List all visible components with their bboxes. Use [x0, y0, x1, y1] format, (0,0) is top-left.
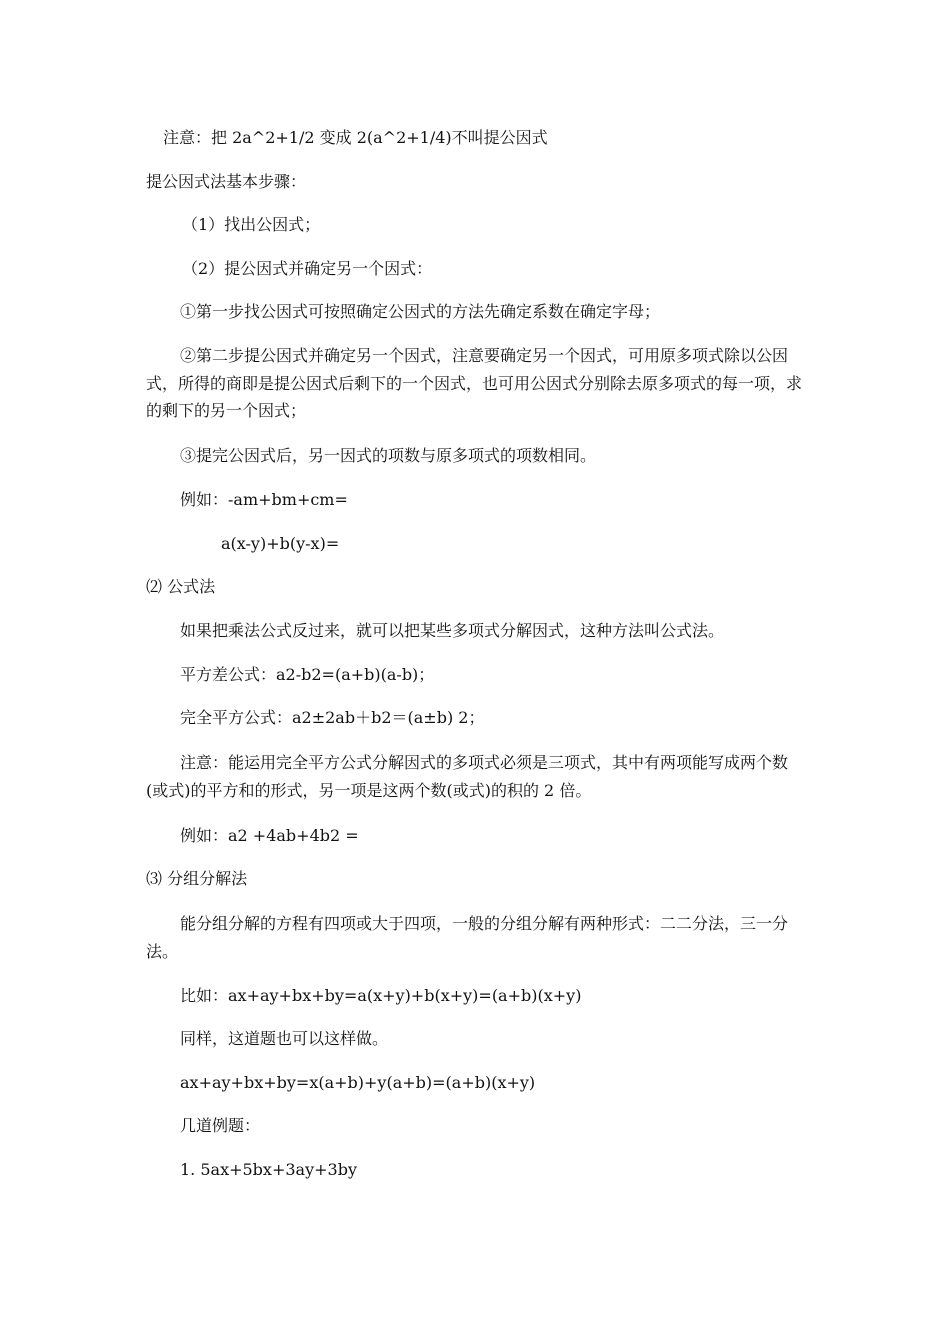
grouping-intro: 能分组分解的方程有四项或大于四项，一般的分组分解有两种形式：二二分法，三一分法。	[146, 914, 789, 961]
formula-method-intro: 如果把乘法公式反过来，就可以把某些多项式分解因式，这种方法叫公式法。	[180, 621, 725, 640]
difference-of-squares: 平方差公式：a2-b2=(a+b)(a-b)；	[180, 665, 435, 684]
step-2: （2）提公因式并确定另一个因式：	[182, 259, 433, 278]
grouping-example: 比如：ax+ay+bx+by=a(x+y)+b(x+y)=(a+b)(x+y)	[180, 986, 582, 1005]
same-line: 同样，这道题也可以这样做。	[180, 1029, 389, 1048]
perfect-square: 完全平方公式：a2±2ab＋b2＝(a±b) 2；	[180, 708, 485, 727]
substep-3: ③提完公因式后，另一因式的项数与原多项式的项数相同。	[180, 446, 597, 465]
steps-heading: 提公因式法基本步骤：	[146, 172, 307, 191]
substep-1: ①第一步找公因式可按照确定公因式的方法先确定系数在确定字母；	[180, 302, 661, 321]
perfect-square-note: 注意：能运用完全平方公式分解因式的多项式必须是三项式，其中有两项能写成两个数(或式)的平方和的形式，另一项是这两个数(或式)的积的 2 倍。	[146, 753, 789, 800]
exercise-1: 1. 5ax+5bx+3ay+3by	[180, 1160, 357, 1179]
grouping-alt: ax+ay+bx+by=x(a+b)+y(a+b)=(a+b)(x+y)	[180, 1073, 536, 1092]
step-1: （1）找出公因式；	[182, 215, 321, 234]
substep-2-paragraph: ②第二步提公因式并确定另一个因式，注意要确定另一个因式，可用原多项式除以公因式，所得的商即是提公因式后剩下的一个因式，也可用公因式分别除去原多项式的每一项，求的剩下的另一个因式；	[146, 346, 803, 420]
example-3: 例如：a2 +4ab+4b2 =	[180, 826, 359, 845]
examples-heading: 几道例题：	[180, 1116, 261, 1135]
note-line: 注意：把 2a^2+1/2 变成 2(a^2+1/4)不叫提公因式	[163, 128, 548, 147]
example-2: a(x-y)+b(y-x)=	[221, 534, 340, 553]
section-formula-method: ⑵ 公式法	[146, 577, 216, 596]
example-1: 例如：-am+bm+cm=	[180, 490, 348, 509]
section-grouping-method: ⑶ 分组分解法	[146, 869, 248, 888]
